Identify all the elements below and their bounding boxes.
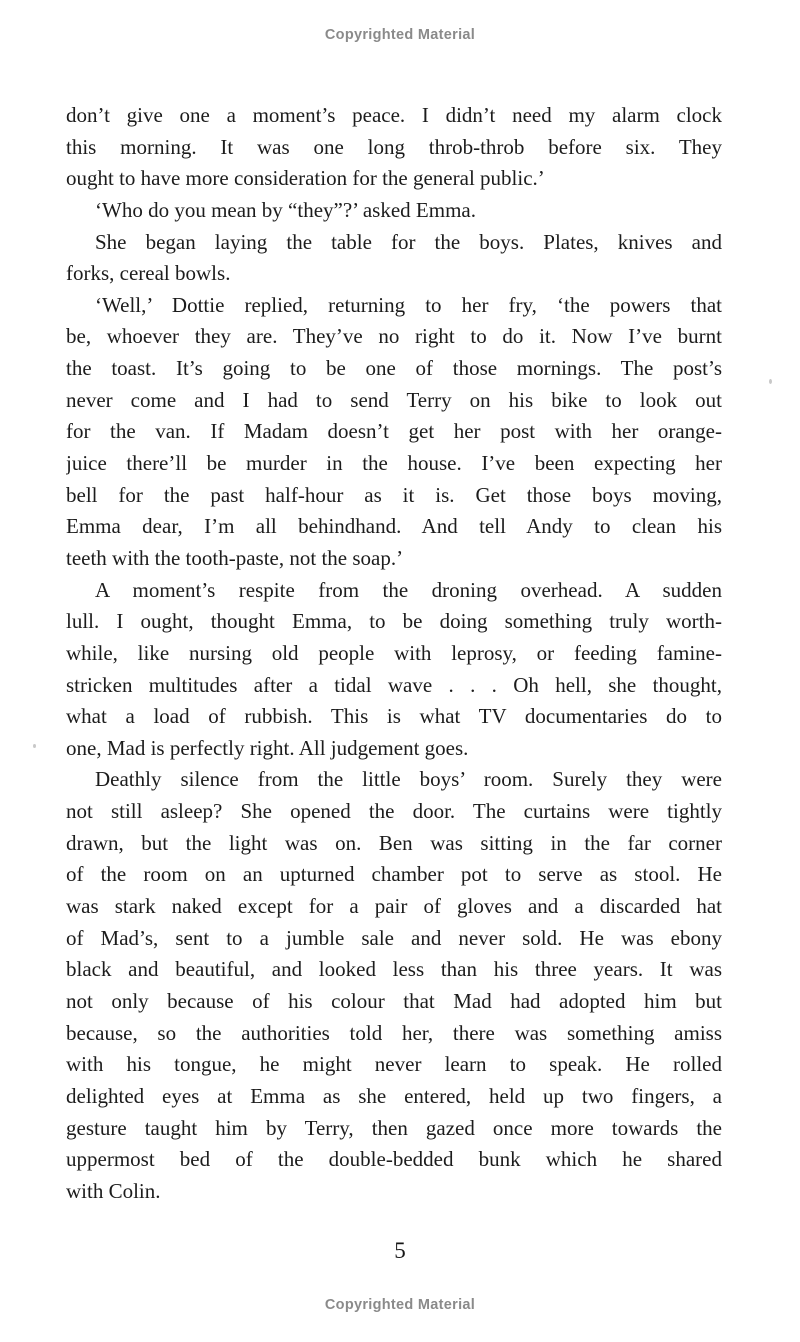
text-line: for the van. If Madam doesn’t get her post with her orange- (66, 419, 722, 444)
text-line: don’t give one a moment’s peace. I didn’t need my alarm clock (66, 103, 722, 127)
text-line: black and beautiful, and looked less than his three years. It was (66, 957, 722, 982)
text-line: was stark naked except for a pair of gloves and a discarded hat (66, 894, 722, 919)
text-line: ‘Well,’ Dottie replied, returning to her fry, ‘the powers that (95, 292, 722, 317)
text-line: what a load of rubbish. This is what TV documentaries do to (66, 704, 722, 729)
text-line: of Mad’s, sent to a jumble sale and never sold. He was ebony (66, 925, 722, 950)
text-line: with Colin. (66, 1178, 161, 1203)
text-line: one, Mad is perfectly right. All judgement goes. (66, 735, 469, 760)
text-line: gesture taught him by Terry, then gazed once more towards the (66, 1115, 722, 1140)
text-line: be, whoever they are. They’ve no right to do it. Now I’ve burnt (66, 324, 722, 349)
text-line: ought to have more consideration for the general public.’ (66, 166, 545, 191)
scan-speck (33, 744, 36, 748)
text-line: A moment’s respite from the droning overhead. A sudden (95, 577, 722, 602)
text-line: not only because of his colour that Mad had adopted him but (66, 988, 722, 1013)
text-line: never come and I had to send Terry on his bike to look out (66, 387, 722, 412)
text-line: She began laying the table for the boys. Plates, knives and (95, 229, 722, 254)
text-line: of the room on an upturned chamber pot to serve as stool. He (66, 862, 722, 887)
text-line: ‘Who do you mean by “they”?’ asked Emma. (95, 197, 476, 222)
text-block (66, 100, 722, 1207)
text-line: uppermost bed of the double-bedded bunk which he shared (66, 1147, 722, 1172)
text-line: bell for the past half-hour as it is. Get those boys moving, (66, 482, 722, 507)
text-line: Deathly silence from the little boys’ room. Surely they were (95, 767, 722, 792)
text-line: the toast. It’s going to be one of those mornings. The post’s (66, 356, 722, 381)
scan-speck (769, 379, 772, 384)
text-line: Emma dear, I’m all behindhand. And tell Andy to clean his (66, 514, 722, 539)
text-line: stricken multitudes after a tidal wave . . . Oh hell, she thought, (66, 672, 722, 697)
text-line: delighted eyes at Emma as she entered, held up two fingers, a (66, 1083, 722, 1108)
text-line: because, so the authorities told her, there was something amiss (66, 1020, 722, 1045)
copyright-notice-top: Copyrighted Material (324, 27, 476, 43)
text-line: with his tongue, he might never learn to speak. He rolled (66, 1052, 722, 1077)
text-line: juice there’ll be murder in the house. I’ve been expecting her (66, 451, 722, 476)
text-line: forks, cereal bowls. (66, 261, 231, 286)
page-number: 5 (394, 1238, 406, 1263)
text-line: drawn, but the light was on. Ben was sitting in the far corner (66, 830, 722, 855)
copyright-notice-bottom: Copyrighted Material (324, 1297, 476, 1313)
text-line: while, like nursing old people with leprosy, or feeding famine- (66, 640, 722, 665)
text-line: teeth with the tooth-paste, not the soap.’ (66, 545, 404, 570)
text-line: not still asleep? She opened the door. The curtains were tightly (66, 799, 722, 824)
text-line: lull. I ought, thought Emma, to be doing something truly worth- (66, 609, 722, 634)
text-line: this morning. It was one long throb-throb before six. They (66, 134, 722, 159)
